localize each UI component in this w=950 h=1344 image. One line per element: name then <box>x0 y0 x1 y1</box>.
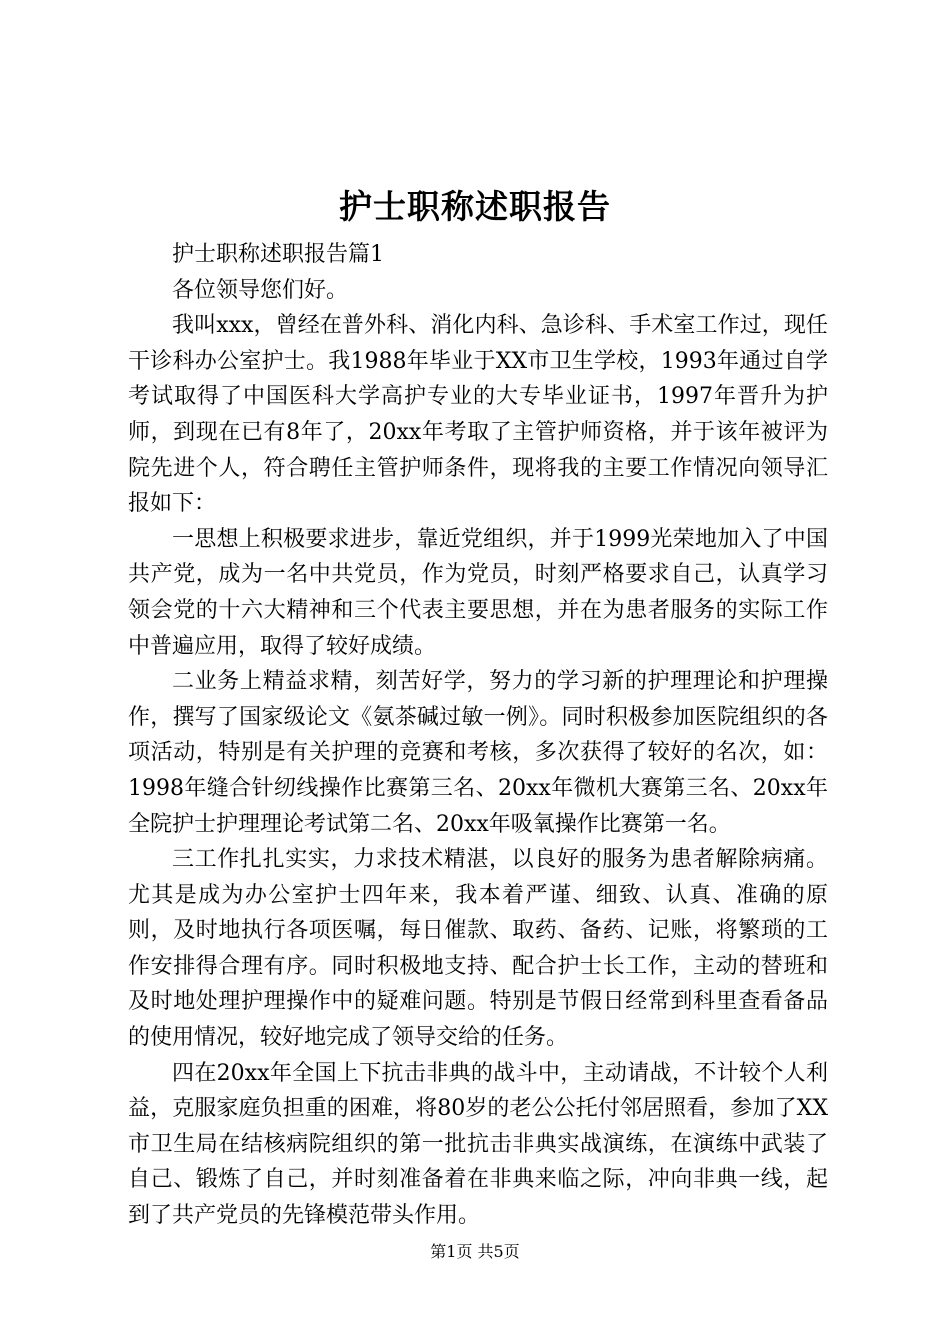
greeting-paragraph: 各位领导您们好。 <box>172 277 349 303</box>
page-number-footer: 第1页 共5页 <box>430 1242 520 1261</box>
paragraph-ideology: 一思想上积极要求进步，靠近党组织，并于1999光荣地加入了中国共产党，成为一名中共党员，作为党员，时刻严格要求自己，认真学习领会党的十六大精神和三个代表主要思想，并在为患者服务的实际工作中普遍应用，取得了较好成绩。 <box>128 526 828 659</box>
paragraph-professional: 二业务上精益求精，刻苦好学，努力的学习新的护理理论和护理操作，撰写了国家级论文《氨茶碱过敏一例》。同时积极参加医院组织的各项活动，特别是有关护理的竞赛和考核，多次获得了较好的名次，如：1998年缝合针纫线操作比赛第三名、20xx年微机大赛第三名、20xx年全院护士护理理论考试第二名、20xx年吸氧操作比赛第一名。 <box>128 669 828 837</box>
document-body <box>128 237 828 1234</box>
intro-paragraph: 我叫xxx，曾经在普外科、消化内科、急诊科、手术室工作过，现任干诊科办公室护士。我1988年毕业于XX市卫生学校，1993年通过自学考试取得了中国医科大学高护专业的大专毕业证书，1997年晋升为护师，到现在已有8年了，20xx年考取了主管护师资格，并于该年被评为院先进个人，符合聘任主管护师条件，现将我的主要工作情况向领导汇报如下： <box>128 313 828 517</box>
paragraph-sars: 四在20xx年全国上下抗击非典的战斗中，主动请战，不计较个人利益，克服家庭负担重的困难，将80岁的老公公托付邻居照看，参加了XX市卫生局在结核病院组织的第一批抗击非典实战演练，在演练中武装了自己、锻炼了自己，并时刻准备着在非典来临之际，冲向非典一线，起到了共产党员的先锋模范带头作用。 <box>128 1060 828 1229</box>
document-title: 护士职称述职报告 <box>339 187 611 226</box>
paragraph-work: 三工作扎扎实实，力求技术精湛，以良好的服务为患者解除病痛。尤其是成为办公室护士四年来，我本着严谨、细致、认真、准确的原则，及时地执行各项医嘱，每日催款、取药、备药、记账，将繁琐的工作安排得合理有序。同时积极地支持、配合护士长工作，主动的替班和及时地处理护理操作中的疑难问题。特别是节假日经常到科里查看备品的使用情况，较好地完成了领导交给的任务。 <box>128 847 828 1051</box>
section-heading: 护士职称述职报告篇1 <box>172 242 384 267</box>
